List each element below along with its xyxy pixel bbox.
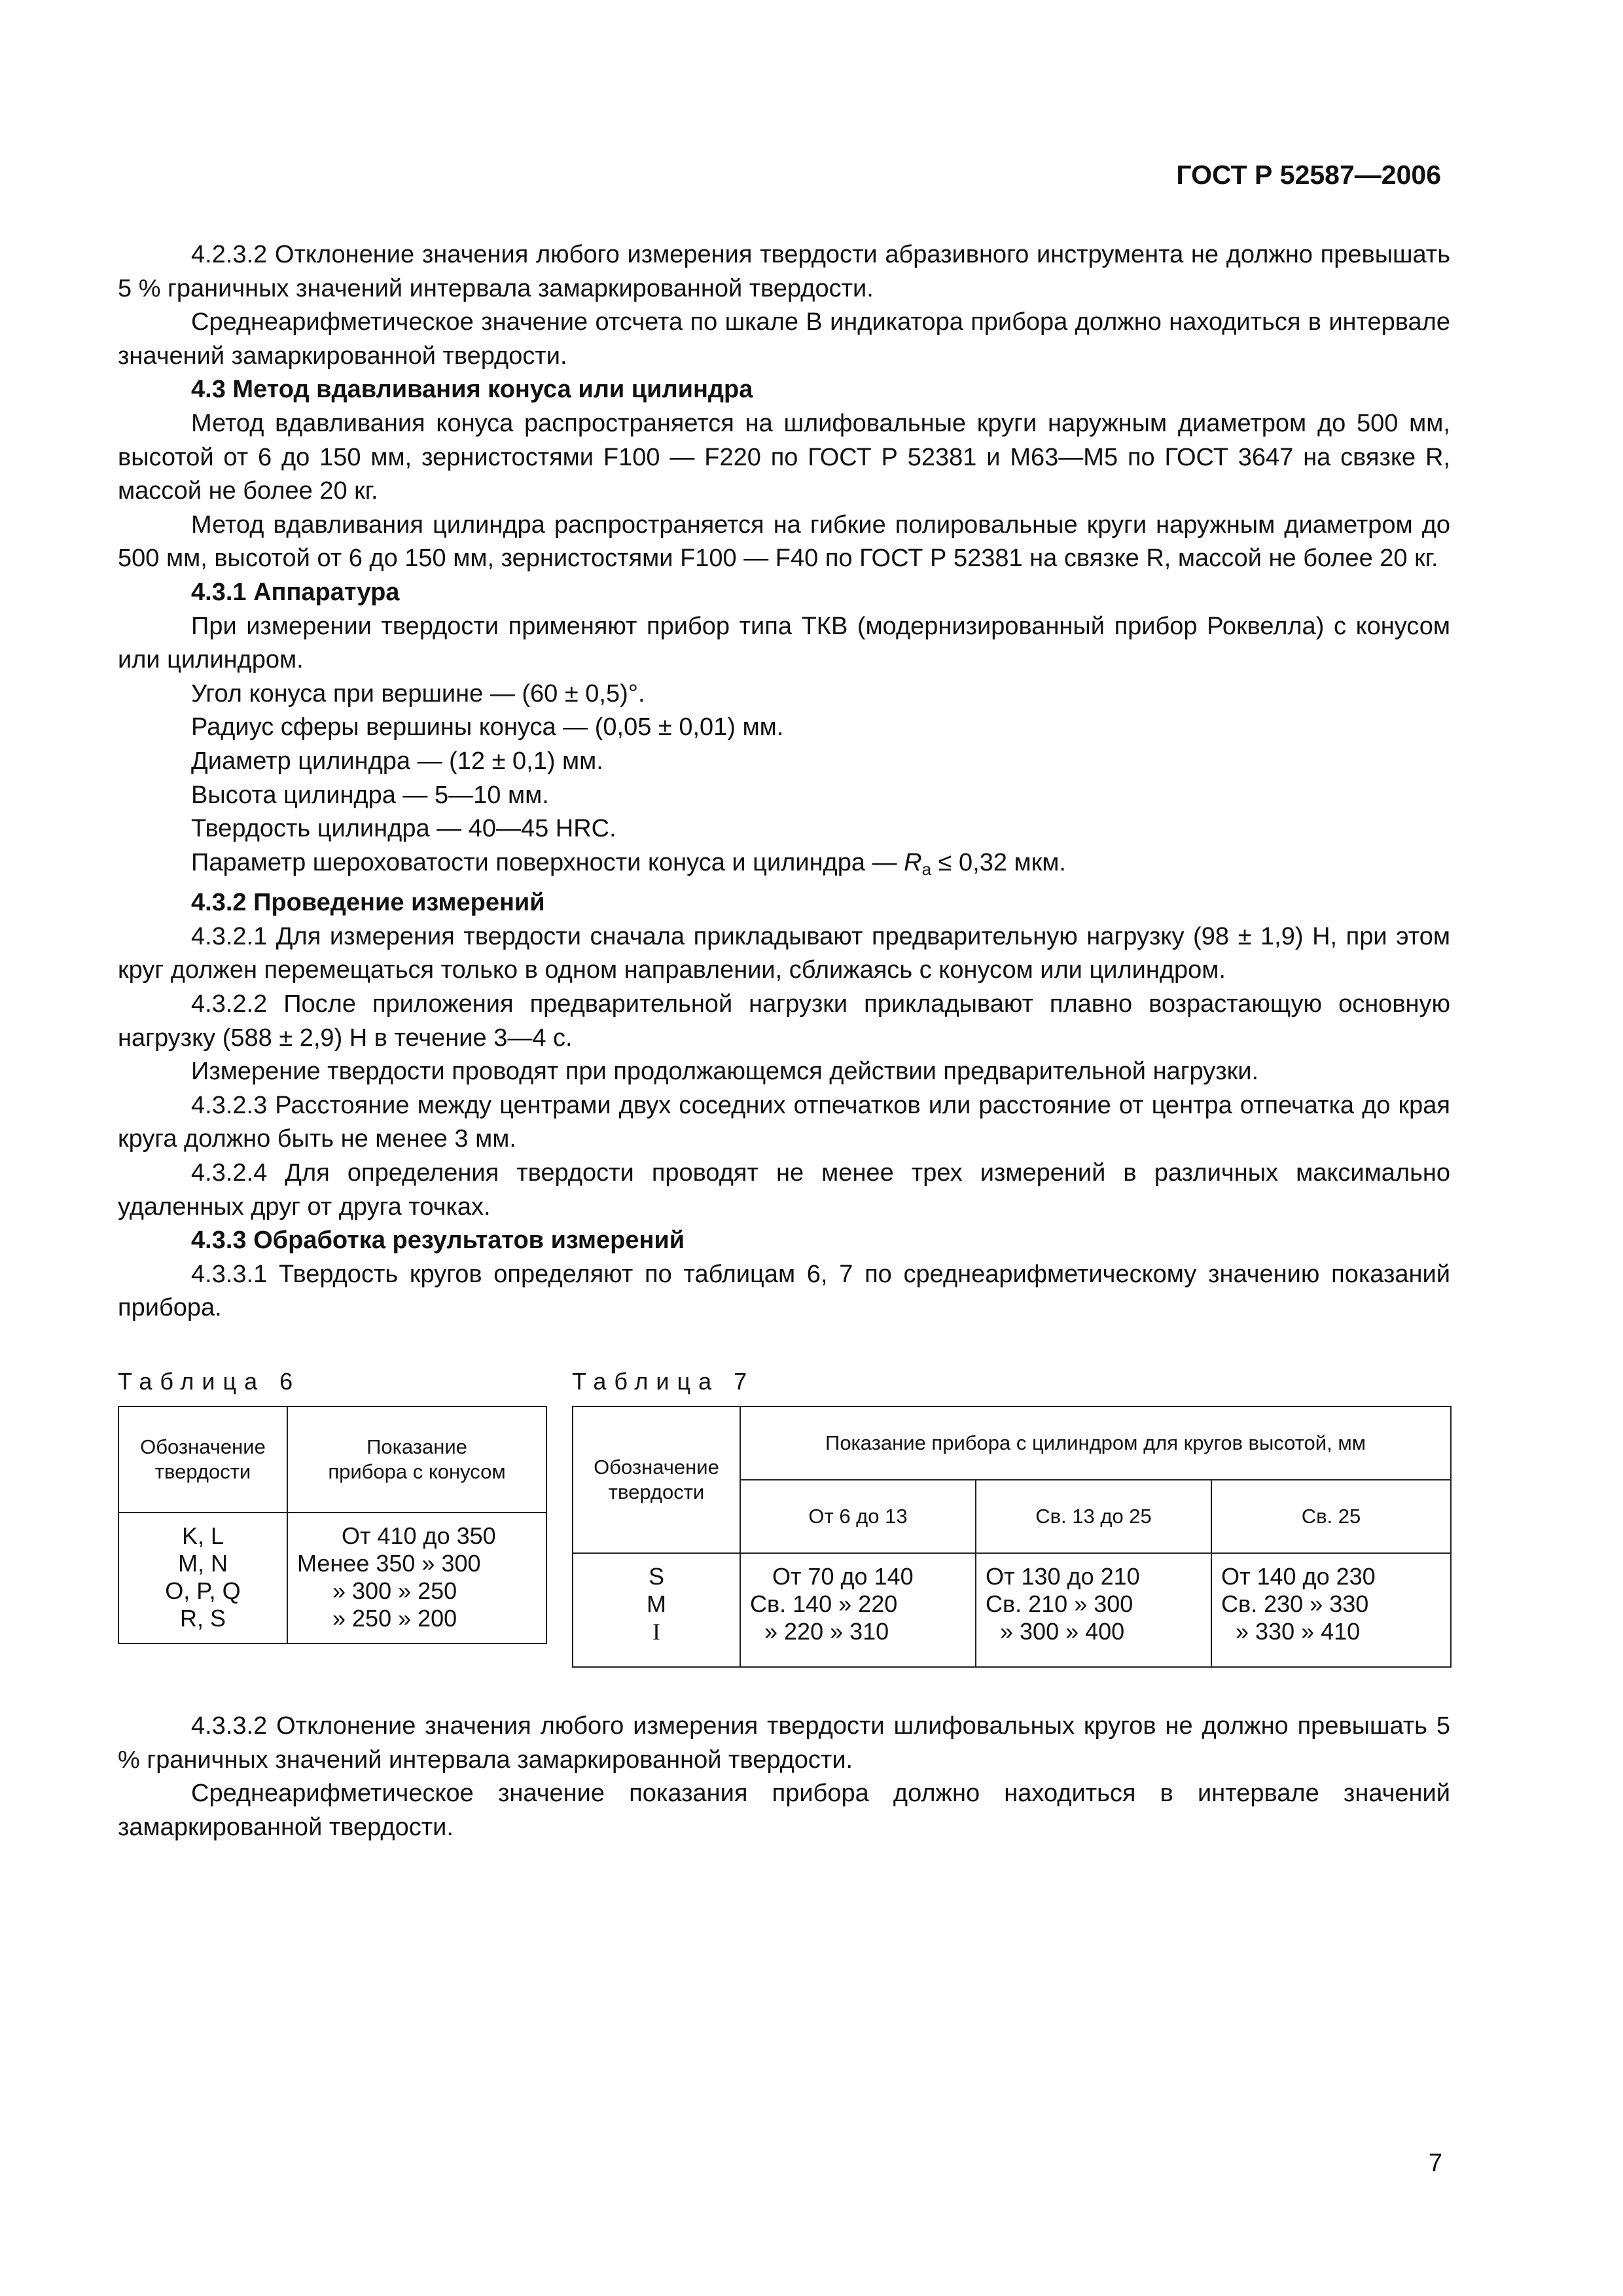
- table7-subheader: Св. 13 до 25: [976, 1480, 1211, 1553]
- roughness-value: ≤ 0,32 мкм.: [931, 848, 1066, 876]
- table6-cell: » 250 » 200: [332, 1605, 457, 1632]
- table7-cell: От 140 до 230: [1221, 1563, 1376, 1590]
- paragraph: 4.3.3.2 Отклонение значения любого измерения твердости шлифовальных кругов не должно превышать 5 % граничных значений интервала замаркированной твердости.: [118, 1712, 1450, 1774]
- roughness-symbol: R: [904, 848, 922, 876]
- closing-text: [118, 1710, 1450, 1844]
- paragraph: 4.2.3.2 Отклонение значения любого измерения твердости абразивного инструмента не должно превышать 5 % граничных значений интервала замаркированной твердости.: [118, 241, 1450, 302]
- table6-cell: O, P, Q: [165, 1577, 241, 1604]
- table6-reading-cell: [287, 1513, 546, 1643]
- standard-number: ГОСТ Р 52587—2006: [1176, 160, 1441, 190]
- paragraph: 4.3.3.1 Твердость кругов определяют по таблицам 6, 7 по среднеарифметическому значению показаний прибора.: [118, 1260, 1450, 1322]
- table7-col-6-13: [740, 1553, 976, 1667]
- page-number: 7: [1428, 2149, 1442, 2177]
- paragraph: Угол конуса при вершине — (60 ± 0,5)°.: [191, 679, 645, 708]
- table7-subheader: От 6 до 13: [740, 1480, 976, 1553]
- table7-subheader: Св. 25: [1211, 1480, 1451, 1553]
- table6-cell: » 300 » 250: [332, 1577, 457, 1604]
- table6-header-reading: Показание прибора с конусом: [287, 1407, 546, 1513]
- table6-cell: K, L: [181, 1522, 224, 1549]
- table7: [572, 1406, 1452, 1668]
- table7-designation-cell: [573, 1553, 740, 1667]
- table7-caption: Таблица 7: [572, 1368, 755, 1395]
- paragraph: Высота цилиндра — 5—10 мм.: [191, 781, 549, 809]
- body-text: [118, 238, 1450, 1325]
- roughness-paragraph: [118, 846, 1450, 887]
- roughness-text: Параметр шероховатости поверхности конуса и цилиндра —: [191, 848, 904, 876]
- section-heading: 4.3 Метод вдавливания конуса или цилиндра: [191, 376, 753, 404]
- table7-cell: » 330 » 410: [1236, 1618, 1361, 1645]
- paragraph: 4.3.2.2 После приложения предварительной нагрузки прикладывают плавно возрастающую основную нагрузку (588 ± 2,9) Н в течение 3—4 с.: [118, 990, 1450, 1052]
- paragraph: Диаметр цилиндра — (12 ± 0,1) мм.: [191, 747, 603, 775]
- table6-cell: M, N: [178, 1550, 228, 1577]
- table6-header-designation: Обозначение твердости: [118, 1407, 287, 1513]
- section-heading: 4.3.2 Проведение измерений: [191, 889, 545, 917]
- table7-col-25: [1211, 1553, 1451, 1667]
- paragraph: Радиус сферы вершины конуса — (0,05 ± 0,01) мм.: [191, 713, 784, 742]
- table7-cell: S: [648, 1563, 664, 1590]
- paragraph: 4.3.2.3 Расстояние между центрами двух соседних отпечатков или расстояние от центра отпечатка до края круга должно быть не менее 3 мм.: [118, 1091, 1450, 1153]
- table7-cell: » 220 » 310: [764, 1618, 889, 1645]
- table7-cell: Св. 230 » 330: [1221, 1590, 1369, 1617]
- paragraph: Среднеарифметическое значение отсчета по шкале В индикатора прибора должно находиться в интервале значений замаркированной твердости.: [118, 308, 1450, 370]
- table7-header-designation: Обозначение твердости: [573, 1407, 740, 1553]
- roughness-subscript: a: [921, 859, 932, 879]
- table7-cell: От 130 до 210: [986, 1563, 1140, 1590]
- table7-cell: Св. 210 » 300: [986, 1590, 1133, 1617]
- paragraph: Среднеарифметическое значение показания прибора должно находиться в интервале значений замаркированной твердости.: [118, 1780, 1450, 1841]
- table6-cell: От 410 до 350: [342, 1522, 496, 1549]
- table6-cell: R, S: [179, 1605, 226, 1632]
- table7-header-group: Показание прибора с цилиндром для кругов высотой, мм: [740, 1407, 1451, 1480]
- table6-cell: Менее 350 » 300: [297, 1550, 481, 1577]
- paragraph: Измерение твердости проводят при продолжающемся действии предварительной нагрузки.: [191, 1058, 1259, 1086]
- table7-cell: » 300 » 400: [1000, 1618, 1125, 1645]
- table7-col-13-25: [976, 1553, 1211, 1667]
- paragraph: Метод вдавливания цилиндра распространяется на гибкие полировальные круги наружным диаметром до 500 мм, высотой от 6 до 150 мм, зернистостями F100 — F40 по ГОСТ Р 52381 на связке R, массой не более 20 кг.: [118, 511, 1450, 573]
- table6-designation-cell: [118, 1513, 287, 1643]
- section-heading: 4.3.3 Обработка результатов измерений: [191, 1227, 685, 1255]
- table7-cell: M: [647, 1590, 666, 1617]
- table7-cell: Св. 140 » 220: [750, 1590, 898, 1617]
- paragraph: Метод вдавливания конуса распространяется на шлифовальные круги наружным диаметром до 500 мм, высотой от 6 до 150 мм, зернистостями F100 — F220 по ГОСТ Р 52381 и М63—М5 по ГОСТ 3647 на связке R, массой не более 20 кг.: [118, 409, 1450, 505]
- table7-cell: От 70 до 140: [772, 1563, 914, 1590]
- paragraph: 4.3.2.4 Для определения твердости проводят не менее трех измерений в различных максимально удаленных друг от друга точках.: [118, 1159, 1450, 1221]
- table6-caption: Таблица 6: [118, 1368, 301, 1395]
- section-heading: 4.3.1 Аппаратура: [191, 578, 400, 606]
- table7-cell: I: [652, 1619, 660, 1645]
- table6: [118, 1406, 547, 1644]
- paragraph: При измерении твердости применяют прибор типа ТКВ (модернизированный прибор Роквелла) с конусом или цилиндром.: [118, 612, 1450, 674]
- paragraph: 4.3.2.1 Для измерения твердости сначала прикладывают предварительную нагрузку (98 ± 1,9) Н, при этом круг должен перемещаться только в одном направлении, сближаясь с конусом или цилиндром.: [118, 922, 1450, 984]
- paragraph: Твердость цилиндра — 40—45 HRC.: [191, 815, 616, 843]
